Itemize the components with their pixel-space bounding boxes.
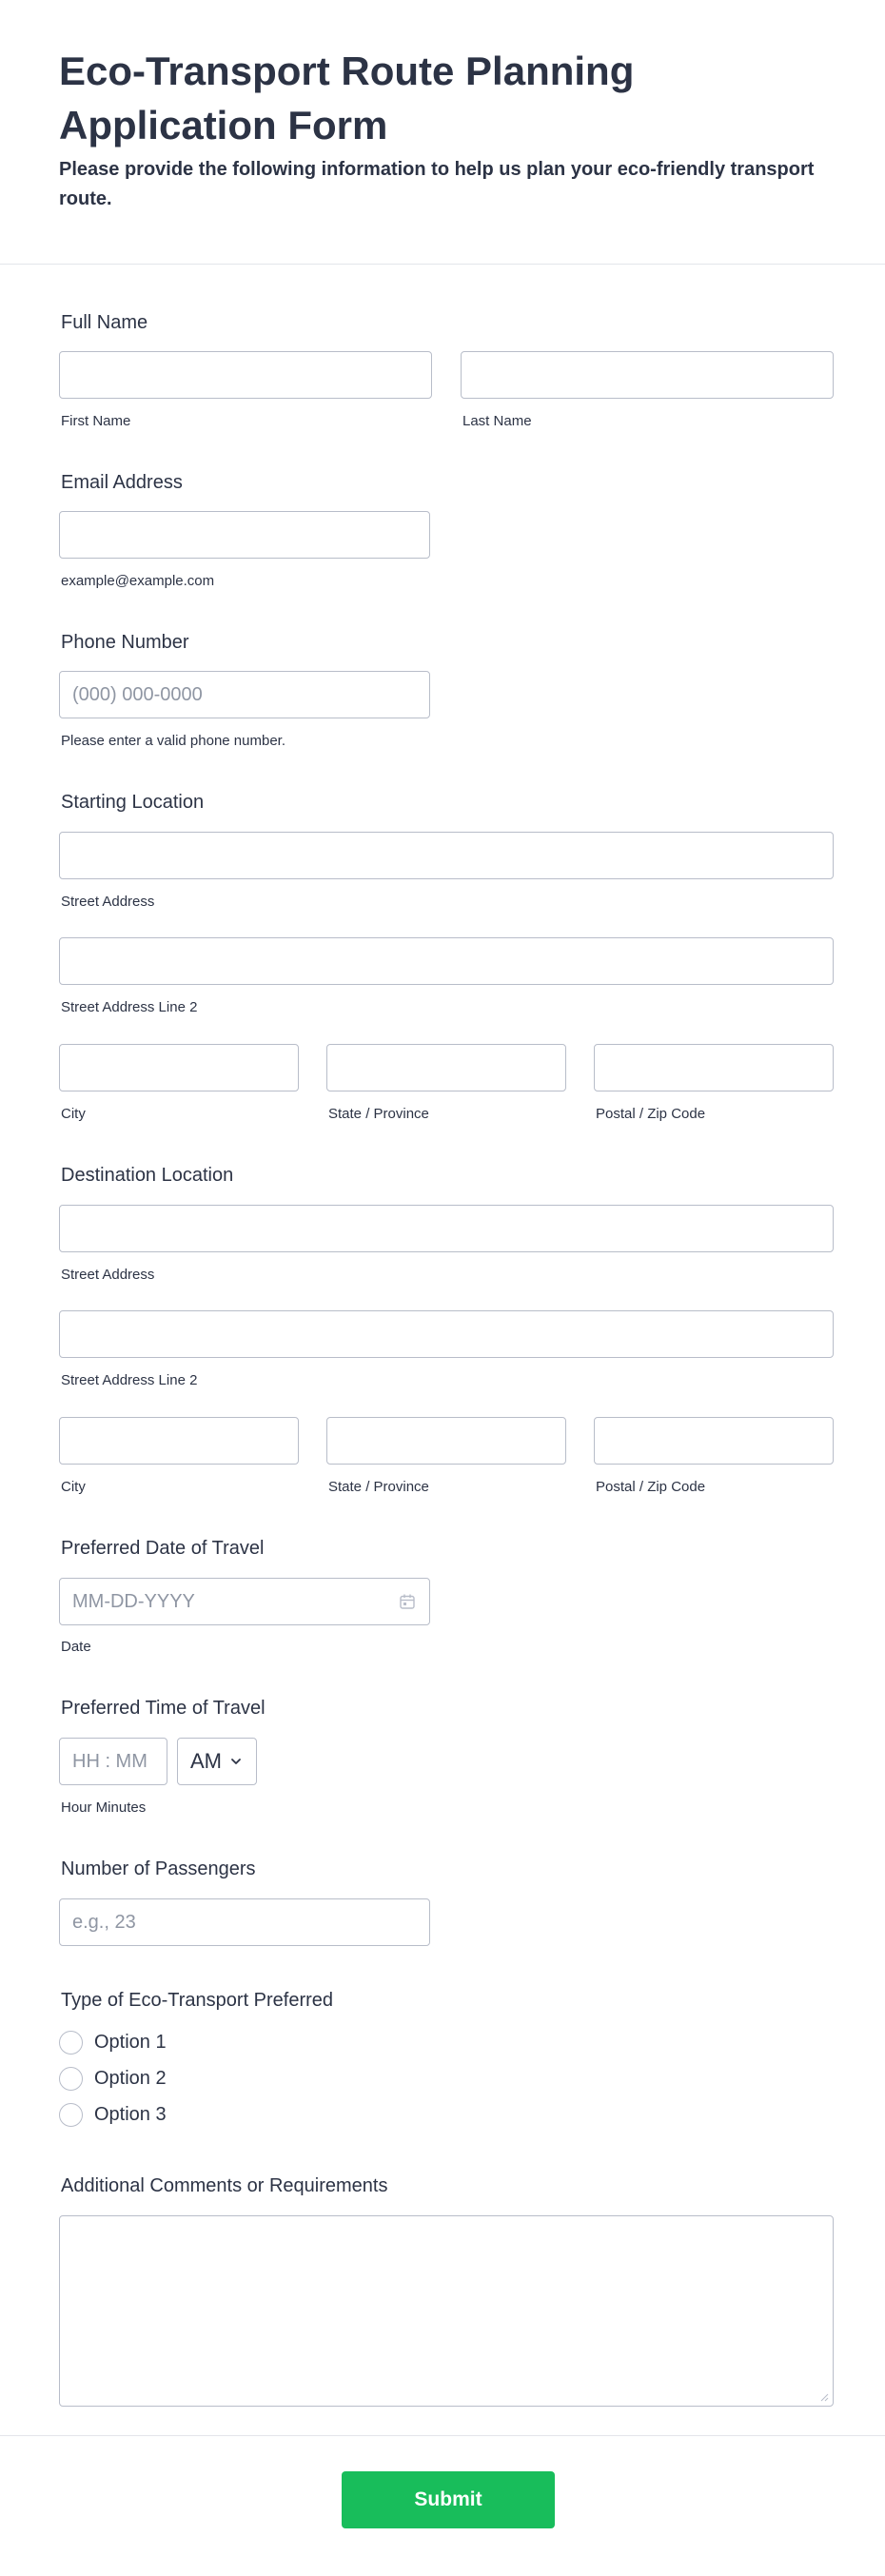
start-state-input[interactable] — [326, 1044, 566, 1091]
radio-label: Option 3 — [94, 2103, 167, 2125]
email-sublabel: example@example.com — [61, 573, 215, 589]
dest-street-input[interactable] — [59, 1205, 834, 1252]
form-subtitle: Please provide the following information to help us plan your eco-friendly transport route. — [59, 159, 815, 209]
first-name-sublabel: First Name — [61, 413, 131, 429]
start-zip-sublabel: Postal / Zip Code — [596, 1106, 706, 1122]
date-input[interactable] — [59, 1578, 430, 1625]
time-sublabel: Hour Minutes — [61, 1799, 147, 1816]
dest-city-input[interactable] — [59, 1417, 299, 1465]
last-name-input[interactable] — [461, 351, 834, 399]
radio-option-3[interactable] — [59, 2101, 167, 2128]
phone-input[interactable] — [59, 671, 430, 718]
dest-zip-sublabel: Postal / Zip Code — [596, 1479, 706, 1495]
radio-button[interactable] — [59, 2103, 83, 2127]
email-label: Email Address — [61, 472, 183, 493]
dest-state-input[interactable] — [326, 1417, 566, 1465]
chevron-down-icon — [227, 1753, 245, 1770]
form-title: Eco-Transport Route Planning Application Form — [59, 49, 635, 147]
radio-label: Option 2 — [94, 2067, 167, 2089]
full-name-label: Full Name — [61, 312, 148, 333]
start-city-sublabel: City — [61, 1106, 86, 1122]
dest-zip-input[interactable] — [594, 1417, 834, 1465]
phone-sublabel: Please enter a valid phone number. — [61, 733, 285, 749]
start-street-sublabel: Street Address — [61, 894, 155, 910]
email-input[interactable] — [59, 511, 430, 559]
last-name-sublabel: Last Name — [462, 413, 532, 429]
start-state-sublabel: State / Province — [328, 1106, 429, 1122]
dest-state-sublabel: State / Province — [328, 1479, 429, 1495]
form-header — [0, 0, 885, 265]
radio-label: Option 1 — [94, 2031, 167, 2053]
date-sublabel: Date — [61, 1639, 91, 1655]
footer-divider — [0, 2435, 885, 2436]
start-street2-input[interactable] — [59, 937, 834, 985]
dest-street2-input[interactable] — [59, 1310, 834, 1358]
comments-label: Additional Comments or Requirements — [61, 2175, 388, 2196]
start-city-input[interactable] — [59, 1044, 299, 1091]
time-label: Preferred Time of Travel — [61, 1698, 266, 1719]
dest-city-sublabel: City — [61, 1479, 86, 1495]
phone-label: Phone Number — [61, 632, 189, 653]
dest-street2-sublabel: Street Address Line 2 — [61, 1372, 198, 1388]
date-label: Preferred Date of Travel — [61, 1538, 265, 1559]
submit-button[interactable]: Submit — [342, 2471, 555, 2528]
start-zip-input[interactable] — [594, 1044, 834, 1091]
starting-location-label: Starting Location — [61, 792, 205, 813]
radio-option-2[interactable] — [59, 2065, 167, 2092]
calendar-icon[interactable] — [399, 1593, 416, 1610]
radio-option-1[interactable] — [59, 2029, 167, 2055]
first-name-input[interactable] — [59, 351, 432, 399]
resize-handle-icon[interactable] — [819, 2392, 829, 2402]
passengers-input[interactable] — [59, 1898, 430, 1946]
ampm-select[interactable] — [177, 1738, 257, 1785]
dest-street-sublabel: Street Address — [61, 1267, 155, 1283]
destination-location-label: Destination Location — [61, 1165, 234, 1186]
passengers-label: Number of Passengers — [61, 1858, 256, 1879]
ampm-value: AM — [190, 1749, 222, 1773]
transport-type-label: Type of Eco-Transport Preferred — [61, 1990, 334, 2011]
time-input[interactable] — [59, 1738, 167, 1785]
start-street2-sublabel: Street Address Line 2 — [61, 999, 198, 1015]
radio-button[interactable] — [59, 2031, 83, 2055]
comments-textarea[interactable] — [59, 2215, 834, 2407]
radio-button[interactable] — [59, 2067, 83, 2091]
start-street-input[interactable] — [59, 832, 834, 879]
